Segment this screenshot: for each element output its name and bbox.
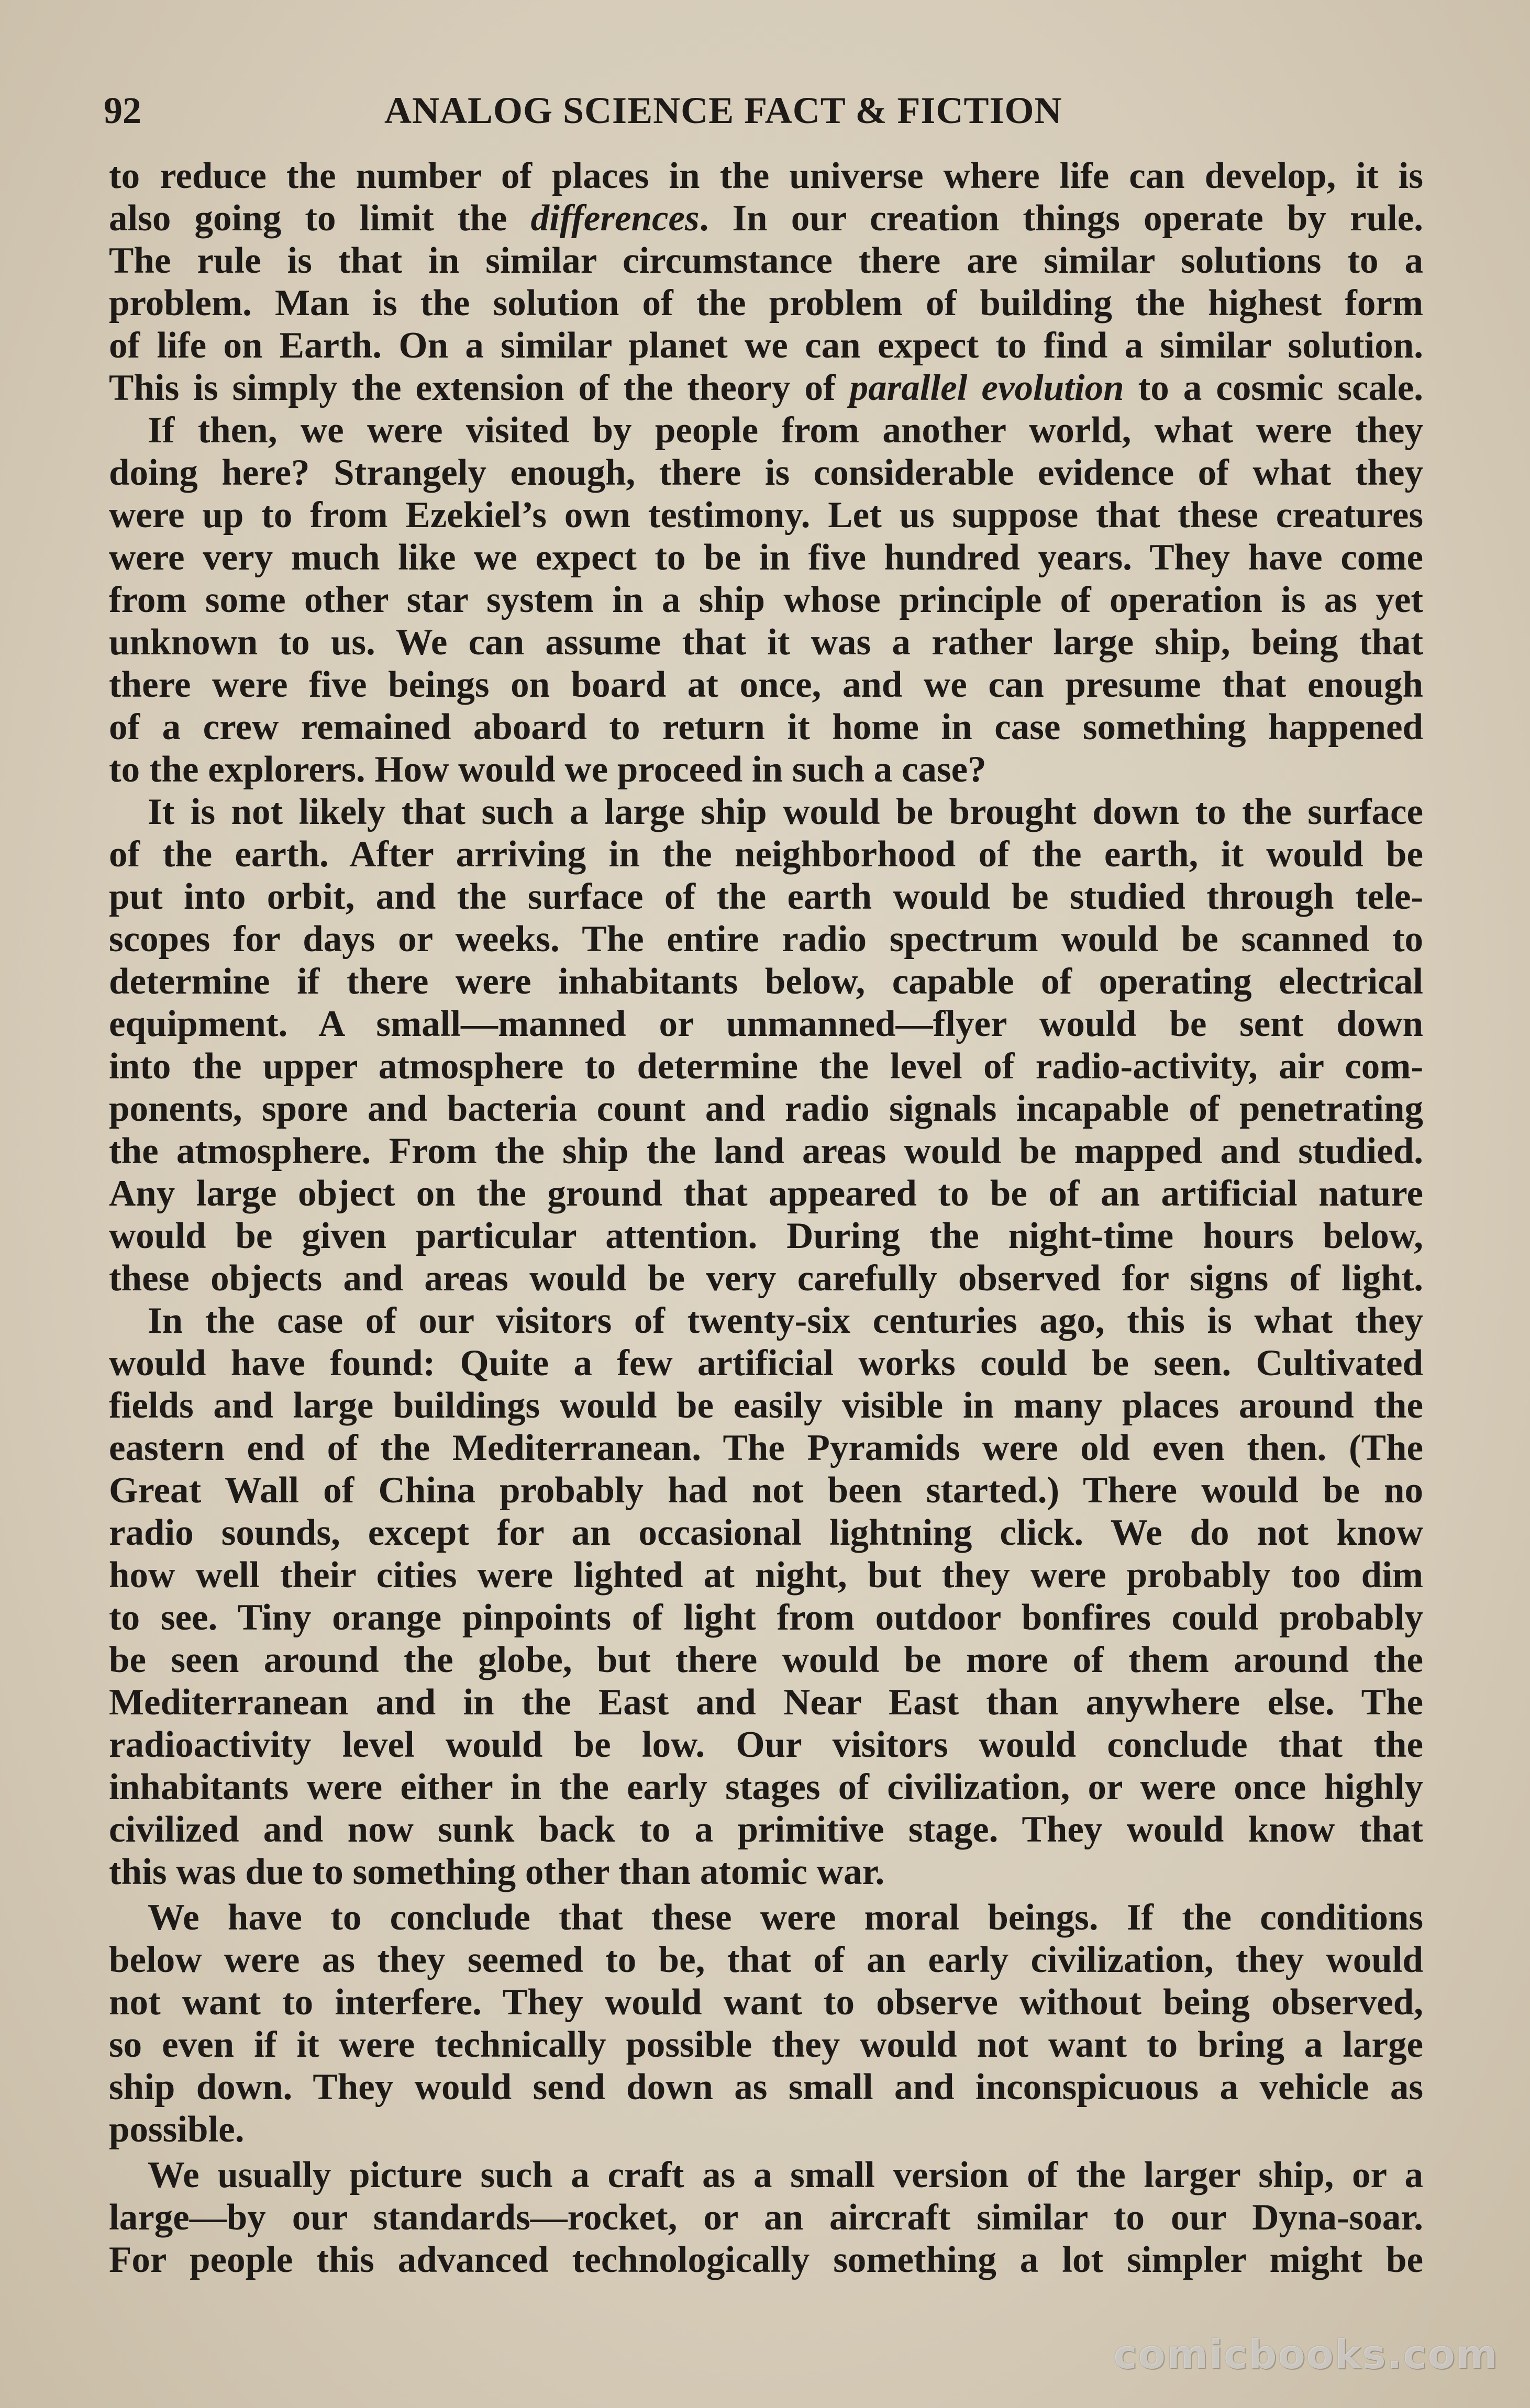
italic-term: parallel evolution [849,367,1124,408]
text-line: radioactivity level would be low. Our visitors would conclude that the [109,1724,1423,1765]
text-line: so even if it were technically possible they would not want to bring a large [109,2024,1423,2065]
page-number: 92 [104,90,141,131]
watermark-logo: comicbooks.com [1113,2331,1499,2378]
text-line: We usually picture such a craft as a small version of the larger ship, or a [148,2155,1423,2195]
page-header [104,87,1140,134]
text-line: Mediterranean and in the East and Near East than anywhere else. The [109,1682,1423,1723]
text-line: were up to from Ezekiel’s own testimony. Let us suppose that these creatures [109,495,1423,536]
text-line: how well their cities were lighted at night, but they were probably too dim [109,1555,1423,1596]
text-line: to the explorers. How would we proceed in such a case? [109,749,986,790]
text-line: of the earth. After arriving in the neighborhood of the earth, it would be [109,834,1423,875]
text-line: from some other star system in a ship whose principle of operation is as yet [109,579,1423,620]
text-line: there were five beings on board at once, and we can presume that enough [109,664,1423,705]
text-line: these objects and areas would be very carefully observed for signs of light. [109,1258,1423,1299]
text-line: radio sounds, except for an occasional lightning click. We do not know [109,1512,1423,1553]
text-line: eastern end of the Mediterranean. The Pyramids were old even then. (The [109,1428,1423,1468]
text-line: fields and large buildings would be easily visible in many places around the [109,1385,1423,1426]
text-line: For people this advanced technologically something a lot simpler might be [109,2239,1423,2280]
text-line: were very much like we expect to be in five hundred years. They have come [109,537,1423,578]
text-line: Any large object on the ground that appeared to be of an artificial nature [109,1173,1423,1214]
running-title: ANALOG SCIENCE FACT & FICTION [384,90,1062,131]
text-line: The rule is that in similar circumstance there are similar solutions to a [109,240,1423,281]
text-line: of a crew remained aboard to return it home in case something happened [109,707,1423,748]
text-line: doing here? Strangely enough, there is considerable evidence of what they [109,452,1423,493]
text-line: large—by our standards—rocket, or an aircraft similar to our Dyna-soar. [109,2197,1423,2238]
text-line: unknown to us. We can assume that it was a rather large ship, being that [109,622,1423,663]
italic-term: differences [530,198,700,239]
text-line: Great Wall of China probably had not been started.) There would be no [109,1470,1423,1511]
text-line: problem. Man is the solution of the problem of building the highest form [109,283,1423,324]
text-line: not want to interfere. They would want to observe without being observed, [109,1982,1423,2023]
text-line [109,367,1423,409]
text-line [109,197,1423,240]
text-line: the atmosphere. From the ship the land areas would be mapped and studied. [109,1131,1423,1172]
text-line: put into orbit, and the surface of the earth would be studied through tele- [109,876,1423,917]
text-segment: to a cosmic scale. [1124,367,1423,408]
article-body [109,155,1423,2281]
text-line: civilized and now sunk back to a primitive stage. They would know that [109,1809,1423,1850]
text-line: to reduce the number of places in the universe where life can develop, it is [109,155,1423,196]
text-line: scopes for days or weeks. The entire radio spectrum would be scanned to [109,919,1423,960]
text-segment: This is simply the extension of the theory of [109,367,836,408]
text-line: We have to conclude that these were moral beings. If the conditions [148,1897,1423,1938]
text-line: If then, we were visited by people from another world, what were they [148,410,1423,451]
text-line: It is not likely that such a large ship would be brought down to the surface [148,791,1423,832]
text-line: inhabitants were either in the early stages of civilization, or were once highly [109,1767,1423,1808]
text-line: below were as they seemed to be, that of an early civilization, they would [109,1939,1423,1980]
text-line: possible. [109,2109,245,2150]
text-line: determine if there were inhabitants below, capable of operating electrical [109,961,1423,1002]
text-line: of life on Earth. On a similar planet we can expect to find a similar solution. [109,325,1423,366]
text-line: this was due to something other than atomic war. [109,1852,885,1892]
text-line: be seen around the globe, but there would be more of them around the [109,1640,1423,1680]
text-line: ponents, spore and bacteria count and radio signals incapable of penetrating [109,1088,1423,1129]
text-line: equipment. A small—manned or unmanned—flyer would be sent down [109,1004,1423,1044]
text-line: into the upper atmosphere to determine the level of radio-activity, air com- [109,1046,1423,1087]
text-segment: . In our creation things operate by rule. [699,198,1423,239]
text-line: to see. Tiny orange pinpoints of light from outdoor bonfires could probably [109,1597,1423,1638]
text-line: would have found: Quite a few artificial works could be seen. Cultivated [109,1343,1423,1384]
text-segment: also going to limit the [109,198,507,239]
text-line: ship down. They would send down as small and inconspicuous a vehicle as [109,2067,1423,2108]
text-line: would be given particular attention. During the night-time hours below, [109,1216,1423,1256]
text-line: In the case of our visitors of twenty-six centuries ago, this is what they [148,1300,1423,1341]
